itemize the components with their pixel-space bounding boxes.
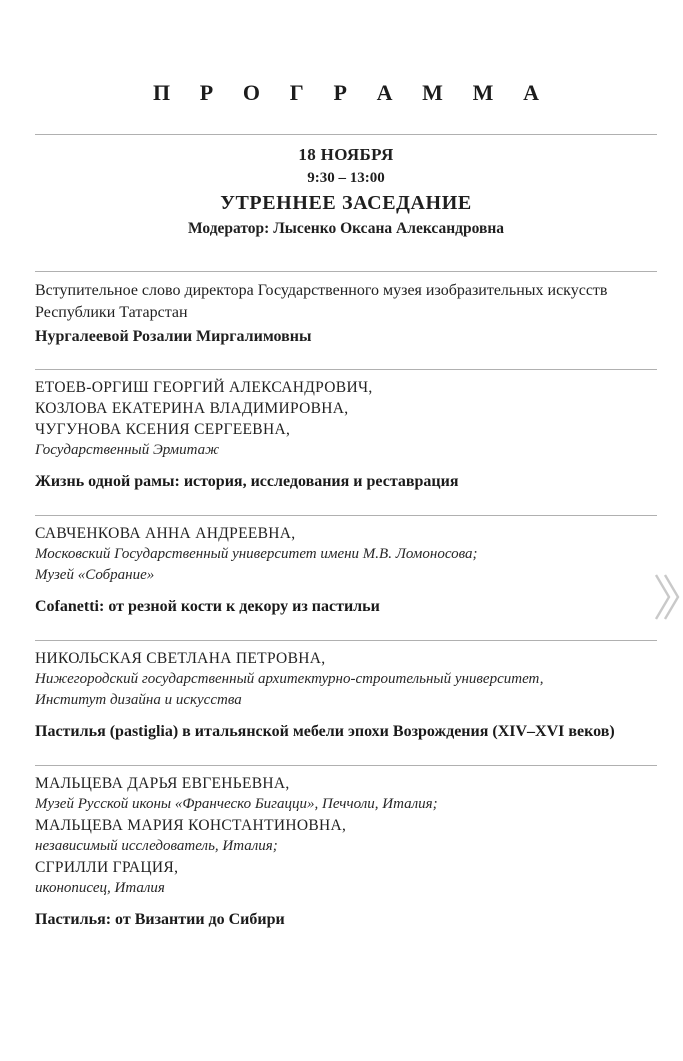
speaker-affiliation: Московский Государственный университет имени М.В. Ломоносова; [35, 546, 478, 562]
speaker-name: НИКОЛЬСКАЯ СВЕТЛАНА ПЕТРОВНА, [35, 650, 326, 667]
session-moderator: Модератор: Лысенко Оксана Александровна [187, 220, 505, 237]
program-page [0, 80, 683, 1061]
speaker-name: САВЧЕНКОВА АННА АНДРЕЕВНА, [35, 525, 296, 542]
speaker-name: ЧУГУНОВА КСЕНИЯ СЕРГЕЕВНА, [35, 421, 291, 438]
chevron-right-icon [653, 570, 681, 624]
speaker-name: МАЛЬЦЕВА МАРИЯ КОНСТАНТИНОВНА, [35, 817, 347, 834]
speaker-affiliation: Нижегородский государственный архитектурно-строительный университет, [35, 671, 544, 687]
talk-title: Cofanetti: от резной кости к декору из пастильи [35, 598, 380, 615]
program-content [35, 80, 657, 953]
talk-section [35, 516, 657, 640]
talk-section [35, 766, 657, 953]
opening-remarks-section [35, 272, 657, 369]
opening-remarks-text: Вступительное слово директора Государственного музея изобразительных искусств Республики Татарстан [35, 282, 608, 321]
talk-section [35, 641, 657, 765]
talk-title: Пастилья (pastiglia) в итальянской мебели эпохи Возрождения (XIV–XVI веков) [35, 723, 615, 740]
speaker-affiliation: Государственный Эрмитаж [35, 442, 220, 458]
next-page-button[interactable] [653, 570, 681, 624]
session-date: 18 НОЯБРЯ [298, 145, 394, 164]
talk-title: Жизнь одной рамы: история, исследования и реставрация [35, 473, 459, 490]
session-time: 9:30 – 13:00 [307, 170, 385, 186]
session-header [35, 135, 657, 271]
talk-section [35, 370, 657, 515]
speaker-affiliation: иконописец, Италия [35, 880, 165, 896]
speaker-affiliation: Музей «Собрание» [35, 567, 155, 583]
speaker-name: ЕТОЕВ-ОРГИШ ГЕОРГИЙ АЛЕКСАНДРОВИЧ, [35, 379, 373, 396]
opening-remarks-speaker: Нургалеевой Розалии Миргалимовны [35, 328, 312, 345]
session-name: УТРЕННЕЕ ЗАСЕДАНИЕ [220, 192, 472, 214]
speaker-affiliation: независимый исследователь, Италия; [35, 838, 278, 854]
page-title: П Р О Г Р А М М А [152, 80, 552, 105]
speaker-affiliation: Музей Русской иконы «Франческо Бигацци», Печчоли, Италия; [35, 796, 438, 812]
speaker-name: МАЛЬЦЕВА ДАРЬЯ ЕВГЕНЬЕВНА, [35, 775, 290, 792]
speaker-affiliation: Институт дизайна и искусства [35, 692, 242, 708]
talk-title: Пастилья: от Византии до Сибири [35, 911, 285, 928]
speaker-name: КОЗЛОВА ЕКАТЕРИНА ВЛАДИМИРОВНА, [35, 400, 349, 417]
speaker-name: СГРИЛЛИ ГРАЦИЯ, [35, 859, 179, 876]
